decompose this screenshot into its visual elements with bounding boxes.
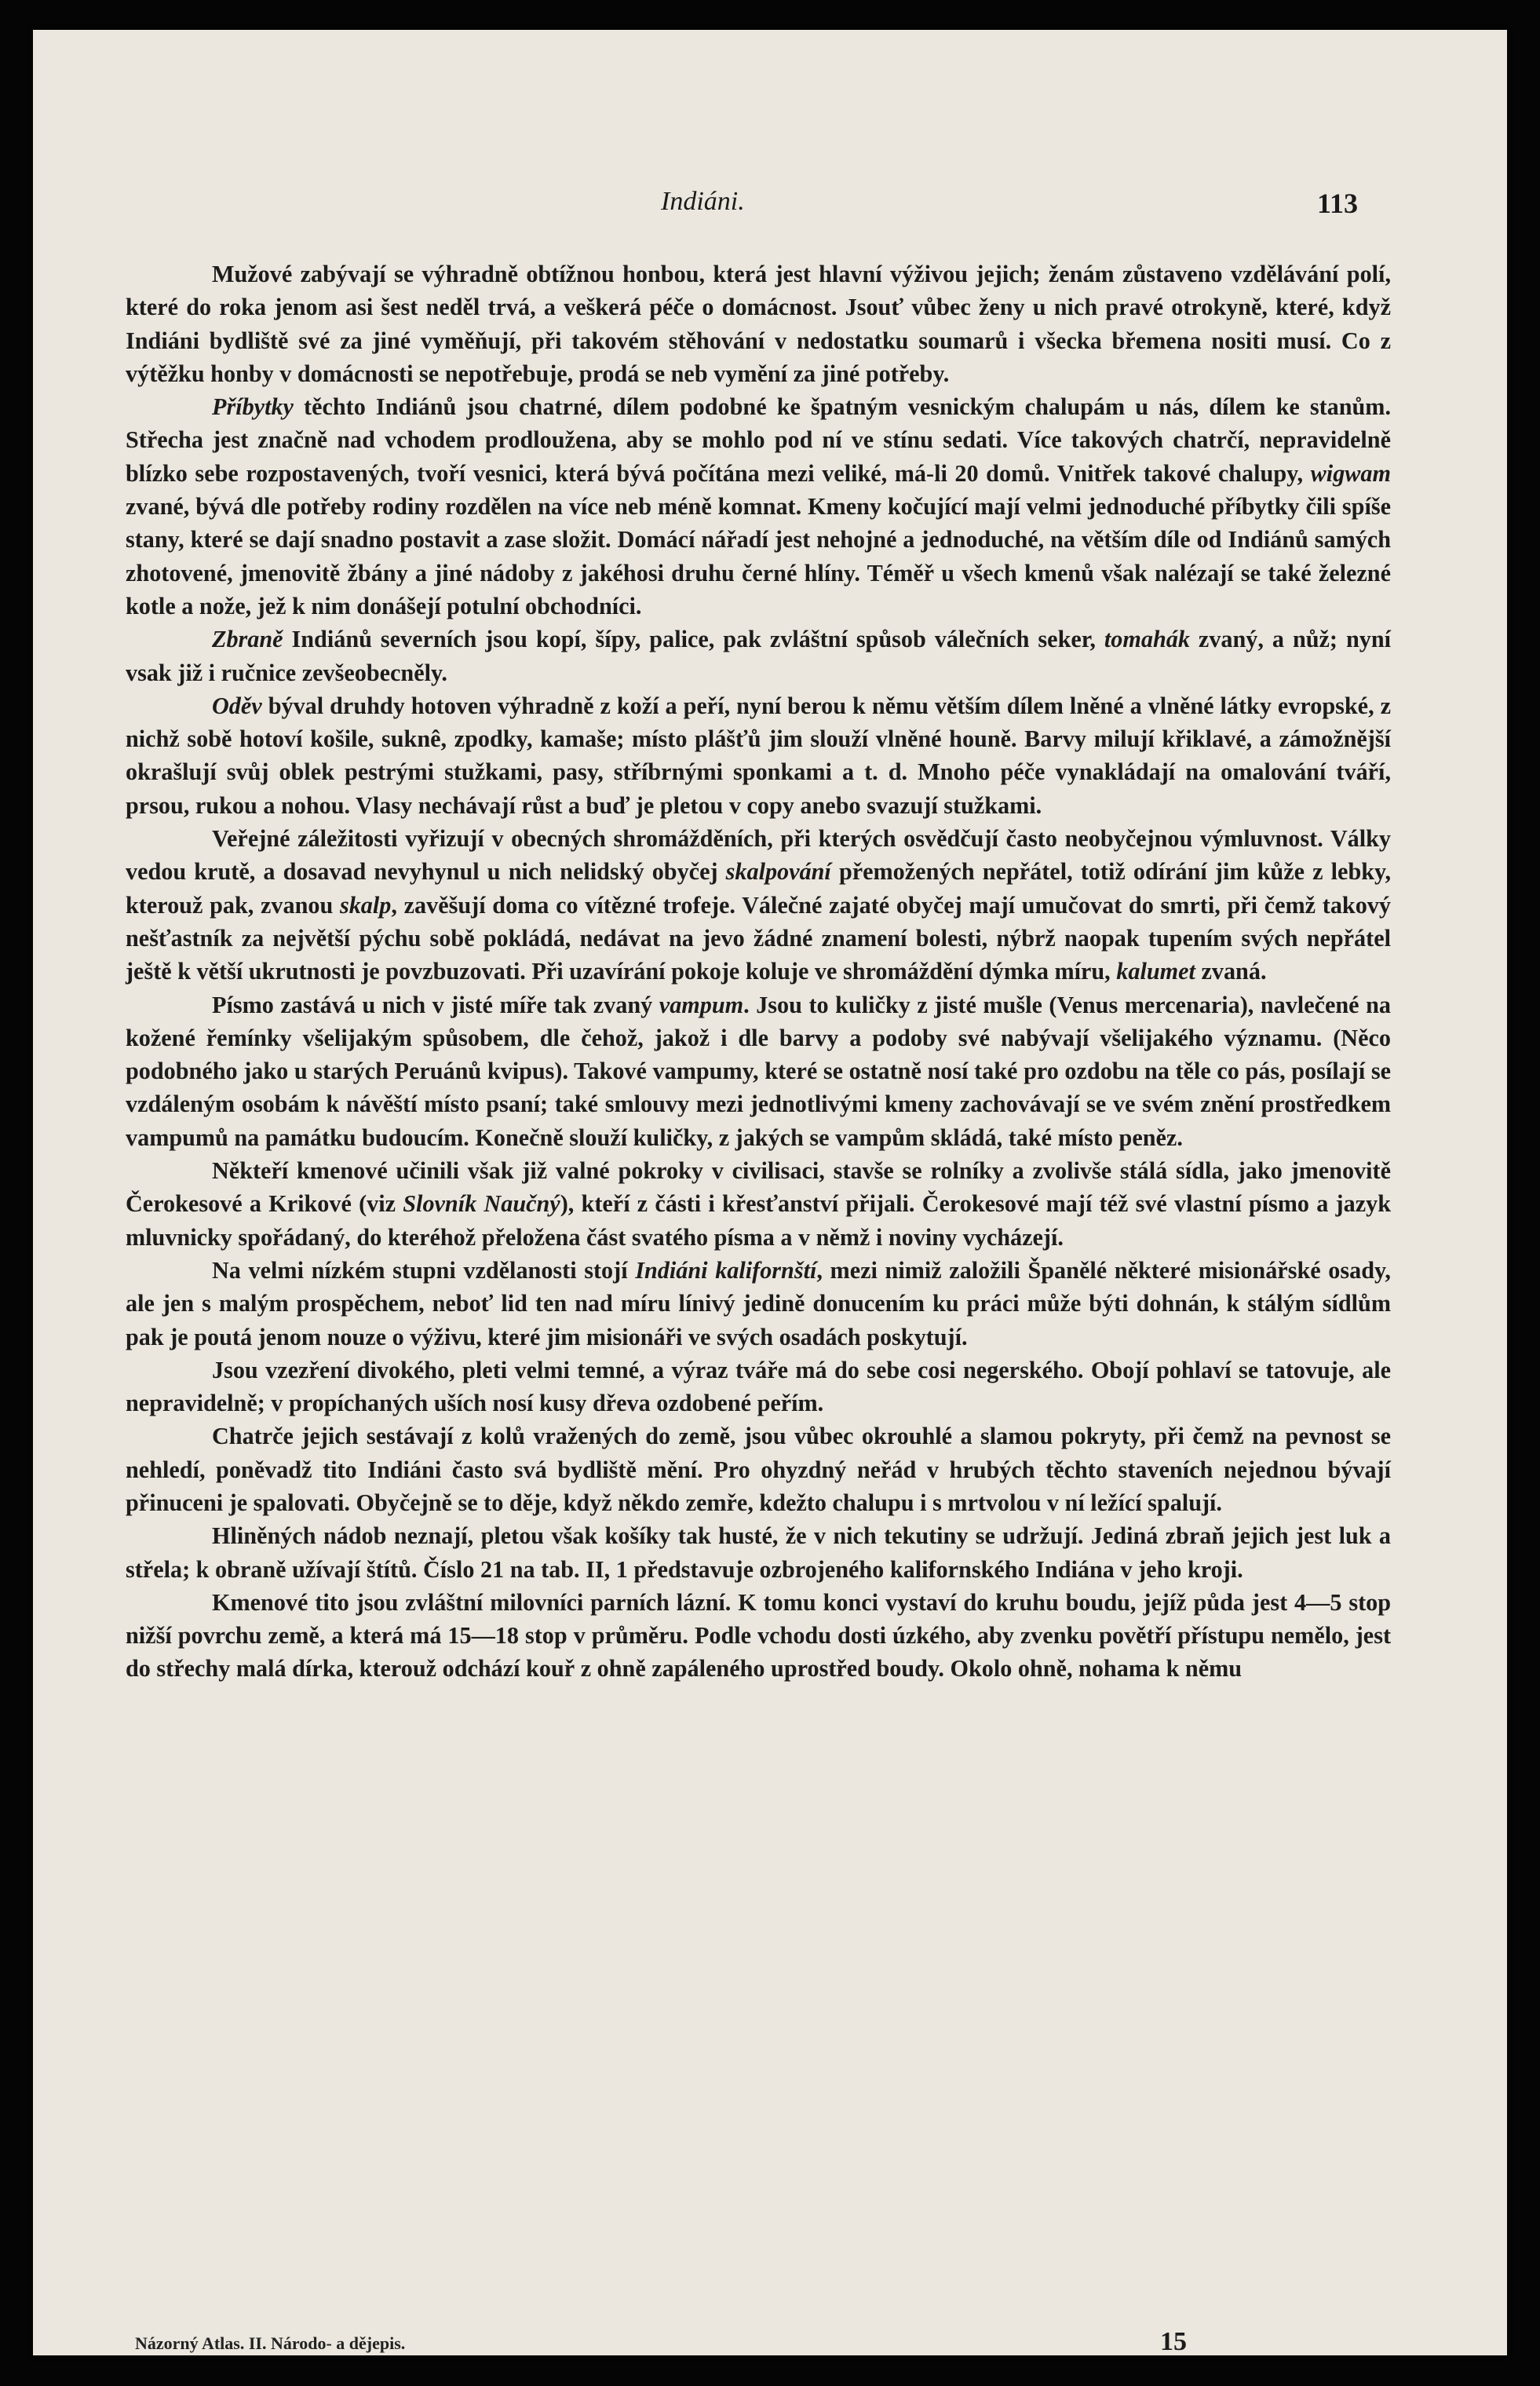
text-run: Indiánů severních jsou kopí, šípy, palice, pak zvláštní spůsob válečních seker, [283, 626, 1104, 653]
paragraph [126, 258, 1391, 390]
italic-term: Indiáni kalifornští [635, 1256, 817, 1284]
paragraph [126, 390, 1391, 623]
text-run: přemožených nepřátel, totiž odírání jim kůže z lebky, kterouž pak, zvanou [126, 858, 1391, 919]
page-number: 113 [1316, 188, 1358, 219]
text-run: Jsou vzezření divokého, pleti velmi temné, a výraz tváře má do sebe cosi negerského. Obojí pohlaví se tatovuje, ale nepravidelně; v propíchaných uších nosí kusy dřeva ozdobené peřím. [126, 1356, 1391, 1417]
italic-term: Zbraně [212, 626, 283, 653]
document-page [33, 30, 1507, 2355]
paragraph [126, 1519, 1391, 1586]
text-run: . Jsou to kuličky z jisté mušle (Venus mercenaria), navlečené na kožené řemínky všelijakým spůsobem, dle čehož, jakož i dle barvy a podoby své nabývají všelijakého významu. (Něco podobného jako u starých Peruánů kvipus). Takové vampumy, které se ostatně nosí také pro ozdobu na těle co pás, posílají se vzdáleným osobám k návěští místo psaní; také smlouvy mezi jednotlivými kmeny zachovávají se ve svém znění prostředkem vampumů na památku budoucím. Konečně slouží kuličky, z jakých se vampům skládá, také místo peněz. [126, 991, 1391, 1151]
paragraph [126, 1420, 1391, 1519]
italic-term: vampum [659, 991, 744, 1018]
paragraph [126, 822, 1391, 988]
italic-term: skalpování [725, 858, 831, 886]
paragraph [126, 1354, 1391, 1420]
italic-term: Oděv [212, 692, 262, 719]
text-run: Chatrče jejich sestávají z kolů vražených do země, jsou vůbec okrouhlé a slamou pokryty, při čemž na pevnost se nehledí, poněvadž tito Indiáni často svá bydliště mění. Pro ohyzdný neřád v hrubých těchto staveních nejednou bývají přinuceni je spalovati. Obyčejně se to děje, když někdo zemře, kdežto chalupu i s mrtvolou v ní ležící spalují. [126, 1423, 1391, 1516]
italic-term: wigwam [1310, 459, 1391, 487]
paragraph [126, 689, 1391, 822]
page-header [33, 187, 1507, 234]
body-text [126, 258, 1391, 1686]
text-run: Kmenové tito jsou zvláštní milovníci parních lázní. K tomu konci vystaví do kruhu boudu, jejíž půda jest 4—5 stop nižší povrchu země, a která má 15—18 stop v průměru. Podle vchodu dosti úzkého, aby zvenku povětří přístupu nemělo, jest do střechy malá dírka, kterouž odchází kouř z ohně zapáleného uprostřed boudy. Okolo ohně, nohama k němu [126, 1588, 1391, 1683]
paragraph [126, 1586, 1391, 1686]
text-run: ), kteří z části i křesťanství přijali. Čerokesové mají též své vlastní písmo a jazyk mluvnicky spořádaný, do kteréhož přeložena část svatého písma a v němž i noviny vycházejí. [126, 1190, 1391, 1251]
paragraph [126, 623, 1391, 689]
text-run: Hliněných nádob neznají, pletou však košíky tak husté, že v nich tekutiny se udržují. Jediná zbraň jejich jest luk a střela; k obraně užívají štítů. Číslo 21 na tab. II, 1 představuje ozbrojeného kalifornského Indiána v jeho kroji. [126, 1522, 1391, 1583]
paragraph [126, 988, 1391, 1154]
text-run: zvaný, a nůž; nyní vsak již i ručnice zevšeobecněly. [126, 626, 1391, 686]
text-run: zvané, bývá dle potřeby rodiny rozdělen na více neb méně komnat. Kmeny kočující mají velmi jednoduché příbytky čili spíše stany, které se dají snadno postavit a zase složit. Domácí nářadí jest nehojné a jednoduché, na větším díle od Indiánů samých zhotovené, jmenovitě žbány a jiné nádoby z jakéhosi druhu černé hlíny. Téměř u všech kmenů však nalézají se také železné kotle a nože, jež k nim donášejí potulní obchodníci. [126, 493, 1391, 619]
text-run: Písmo zastává u nich v jisté míře tak zvaný [212, 991, 659, 1018]
footer-signature: 15 [1160, 2327, 1187, 2356]
text-run: Na velmi nízkém stupni vzdělanosti stojí [212, 1256, 636, 1284]
paragraph [126, 1154, 1391, 1254]
italic-term: Slovník Naučný [403, 1190, 560, 1218]
text-run: , mezi nimiž založili Španělé některé misionářské osady, ale jen s malým prospěchem, neboť lid ten nad míru línivý jedině donucením ku práci může býti dohnán, k stálým sídlům pak je poutá jenom nouze o výživu, které jim misionáři ve svých osadách poskytují. [126, 1256, 1391, 1350]
text-run: Někteří kmenové učinili však již valné pokroky v civilisaci, stavše se rolníky a zvolivše stálá sídla, jako jmenovitě Čerokesové a Krikové (viz [126, 1157, 1391, 1218]
italic-term: skalp [339, 891, 392, 919]
paragraph [126, 1254, 1391, 1354]
text-run: , zavěšují doma co vítězné trofeje. Válečné zajaté obyčej mají umučovat do smrti, při čemž takový nešťastník za největší pýchu sobě pokládá, nedávat na jevo žádné znamení bolesti, nýbrž naopak tupením svých nepřátel ještě k větší ukrutnosti je povzbuzovati. Při uzavírání pokoje koluje ve shromáždění dýmka míru, [126, 891, 1391, 985]
page-footer [33, 2327, 1507, 2365]
text-run: Veřejné záležitosti vyřizují v obecných shromážděních, při kterých osvědčují často neobyčejnou výmluvnost. Války vedou krutě, a dosavad nevyhynul u nich nelidský obyčej [126, 825, 1391, 886]
italic-term: Příbytky [212, 393, 294, 421]
text-run: býval druhdy hotoven výhradně z koží a peří, nyní berou k němu větším dílem lněné a vlněné látky evropské, z nichž sobě hotoví košile, suknê, zpodky, kamaše; místo plášťů jim slouží vlněné houně. Barvy milují křiklavé, a zámožnější okrašlují svůj oblek pestrými stužkami, pasy, stříbrnými sponkami a t. d. Mnoho péče vynakládají na omalování tváří, prsou, rukou a nohou. Vlasy nechávají růst a buď je pletou v copy anebo svazují stužkami. [126, 692, 1391, 819]
text-run: Mužové zabývají se výhradně obtížnou honbou, která jest hlavní výživou jejich; ženám zůstaveno vzdělávání polí, které do roka jenom asi šest neděl trvá, a veškerá péče o domácnost. Jsouť vůbec ženy u nich pravé otrokyně, které, když Indiáni bydliště své za jiné vyměňují, při takovém stěhování v nedostatku soumarů i všecka břemena nositi musí. Co z výtěžku honby v domácnosti se nepotřebuje, prodá se neb vymění za jiné potřeby. [126, 261, 1391, 387]
italic-term: kalumet [1116, 958, 1195, 985]
italic-term: tomahák [1104, 626, 1190, 653]
text-run: těchto Indiánů jsou chatrné, dílem podobné ke špatným vesnickým chalupám u nás, dílem ke stanům. Střecha jest značně nad vchodem prodloužena, aby se mohlo pod ní ve stínu sedati. Více takových chatrčí, nepravidelně blízko sebe rozpostavených, tvoří vesnici, která bývá počítána mezi veliké, má-li 20 domů. Vnitřek takové chalupy, [126, 393, 1391, 487]
footer-publication: Názorný Atlas. II. Národo- a dějepis. [135, 2333, 406, 2353]
running-title: Indiáni. [661, 187, 745, 216]
text-run: zvaná. [1195, 958, 1267, 985]
